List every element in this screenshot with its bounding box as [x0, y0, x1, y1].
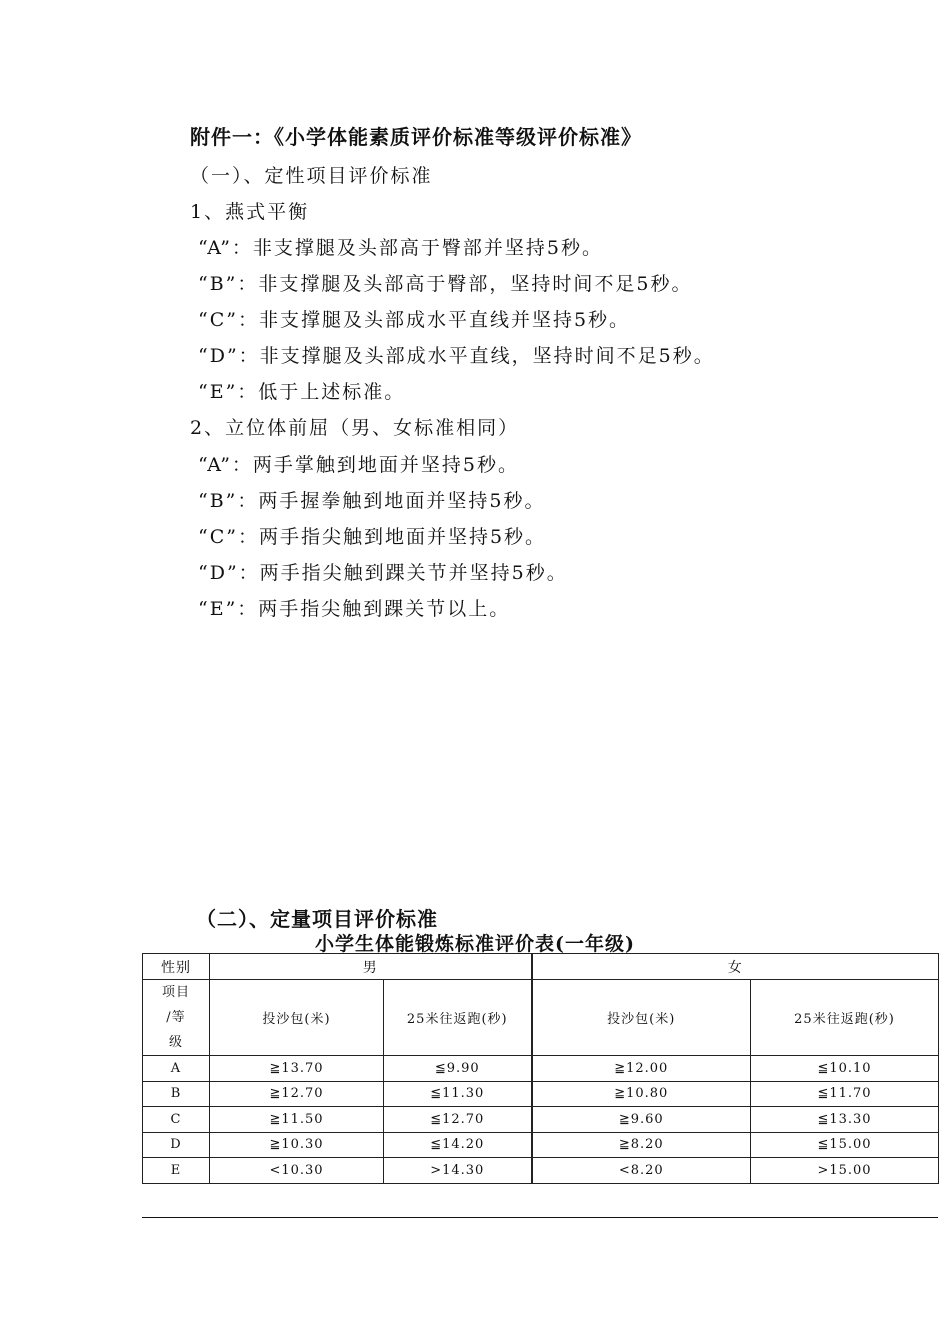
item2-line-e: “E”：两手指尖触到踝关节以上。 — [198, 598, 511, 620]
table-row — [143, 1081, 939, 1107]
table-row — [143, 1132, 939, 1158]
table-cell: ≧9.60 — [532, 1107, 751, 1133]
item1-line-a: “A”：非支撑腿及头部高于臀部并坚持5秒。 — [198, 237, 603, 259]
grade-cell: E — [143, 1158, 210, 1184]
table-cell: ≧10.80 — [532, 1081, 751, 1107]
table-cell: <8.20 — [532, 1158, 751, 1184]
table-cell: >14.30 — [384, 1158, 532, 1184]
item2-line-b: “B”：两手握拳触到地面并坚持5秒。 — [198, 490, 546, 512]
table-cell: ≦15.00 — [751, 1132, 939, 1158]
grade-cell: C — [143, 1107, 210, 1133]
section1-heading: （一）、定性项目评价标准 — [190, 165, 433, 187]
item1-line-e: “E”：低于上述标准。 — [198, 381, 406, 403]
table-cell: <10.30 — [210, 1158, 384, 1184]
table-cell: ≧12.00 — [532, 1056, 751, 1082]
table-cell: >15.00 — [751, 1158, 939, 1184]
item1-title: 1、燕式平衡 — [190, 201, 310, 223]
column-header-male-run: 25米往返跑(秒) — [384, 980, 532, 1056]
table-cell: ≧13.70 — [210, 1056, 384, 1082]
item2-line-c: “C”：两手指尖触到地面并坚持5秒。 — [198, 526, 547, 548]
column-header-female-throw: 投沙包(米) — [532, 980, 751, 1056]
table-row — [143, 1107, 939, 1133]
table-cell: ≦14.20 — [384, 1132, 532, 1158]
item1-line-b: “B”：非支撑腿及头部高于臀部，坚持时间不足5秒。 — [198, 273, 693, 295]
document-title: 附件一：《小学体能素质评价标准等级评价标准》 — [190, 125, 642, 149]
table-cell: ≧8.20 — [532, 1132, 751, 1158]
table-cell: ≦9.90 — [384, 1056, 532, 1082]
evaluation-table — [142, 953, 939, 1184]
female-header-cell: 女 — [532, 954, 939, 980]
table-cell: ≦11.70 — [751, 1081, 939, 1107]
table-row — [143, 1158, 939, 1184]
footer-divider — [142, 1217, 938, 1218]
project-label-line-3: 级 — [168, 1035, 183, 1050]
table-cell: ≦11.30 — [384, 1081, 532, 1107]
table-cell: ≦13.30 — [751, 1107, 939, 1133]
gender-label-cell: 性别 — [143, 954, 210, 980]
item1-line-c: “C”：非支撑腿及头部成水平直线并坚持5秒。 — [198, 309, 631, 331]
table-header-project-row — [143, 980, 939, 1056]
table-cell: ≧10.30 — [210, 1132, 384, 1158]
project-grade-label-cell — [143, 980, 210, 1056]
project-label-line-1: 项目 — [161, 985, 190, 1000]
grade-cell: B — [143, 1081, 210, 1107]
table-cell: ≧12.70 — [210, 1081, 384, 1107]
section2-heading: （二）、定量项目评价标准 — [196, 907, 438, 931]
table-cell: ≦12.70 — [384, 1107, 532, 1133]
table-cell: ≦10.10 — [751, 1056, 939, 1082]
grade-cell: A — [143, 1056, 210, 1082]
item2-title: 2、立位体前屈（男、女标准相同） — [190, 417, 520, 439]
item2-line-a: “A”：两手掌触到地面并坚持5秒。 — [198, 454, 519, 476]
table-cell: ≧11.50 — [210, 1107, 384, 1133]
male-header-cell: 男 — [210, 954, 532, 980]
project-label-line-2: /等 — [166, 1010, 186, 1025]
grade-cell: D — [143, 1132, 210, 1158]
column-header-male-throw: 投沙包(米) — [210, 980, 384, 1056]
item1-line-d: “D”：非支撑腿及头部成水平直线，坚持时间不足5秒。 — [198, 345, 715, 367]
table-title: 小学生体能锻炼标准评价表(一年级) — [315, 933, 635, 955]
item2-line-d: “D”：两手指尖触到踝关节并坚持5秒。 — [198, 562, 568, 584]
table-header-gender-row — [143, 954, 939, 980]
table-row — [143, 1056, 939, 1082]
column-header-female-run: 25米往返跑(秒) — [751, 980, 939, 1056]
